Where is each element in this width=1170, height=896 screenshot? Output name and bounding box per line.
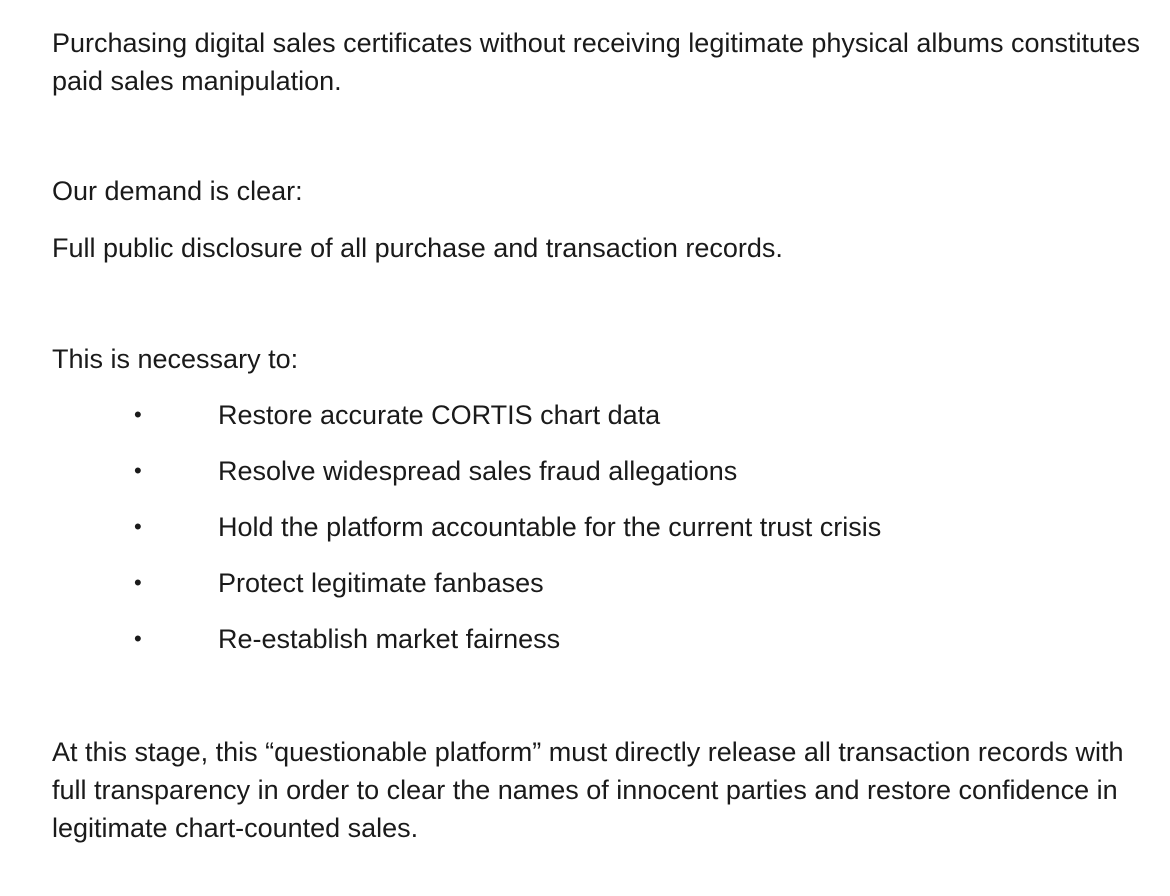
list-item-text: Hold the platform accountable for the current trust crisis (218, 512, 882, 542)
list-item (0, 620, 1170, 676)
demand-heading: Our demand is clear: (52, 176, 303, 206)
bullet-icon: • (134, 458, 142, 483)
list-item (0, 452, 1170, 508)
intro-paragraph: Purchasing digital sales certificates without receiving legitimate physical albums constitutes paid sales manipulation. (52, 28, 1141, 96)
list-item-text: Re-establish market fairness (218, 624, 561, 654)
bullet-icon: • (134, 626, 142, 651)
bullet-icon: • (134, 570, 142, 595)
bullet-icon: • (134, 402, 142, 427)
demand-paragraph: Full public disclosure of all purchase and transaction records. (52, 233, 783, 263)
list-item (0, 564, 1170, 620)
bullet-icon: • (134, 514, 142, 539)
necessary-heading: This is necessary to: (52, 344, 299, 374)
list-item-text: Protect legitimate fanbases (218, 568, 544, 598)
list-item-text: Restore accurate CORTIS chart data (218, 400, 661, 430)
list-item-text: Resolve widespread sales fraud allegations (218, 456, 738, 486)
closing-paragraph: At this stage, this “questionable platform” must directly release all transaction records with full transparency in order to clear the names of innocent parties and restore confidence in legitimate chart-counted sales. (52, 737, 1124, 843)
bullet-list (0, 396, 1170, 676)
list-item (0, 396, 1170, 452)
list-item (0, 508, 1170, 564)
